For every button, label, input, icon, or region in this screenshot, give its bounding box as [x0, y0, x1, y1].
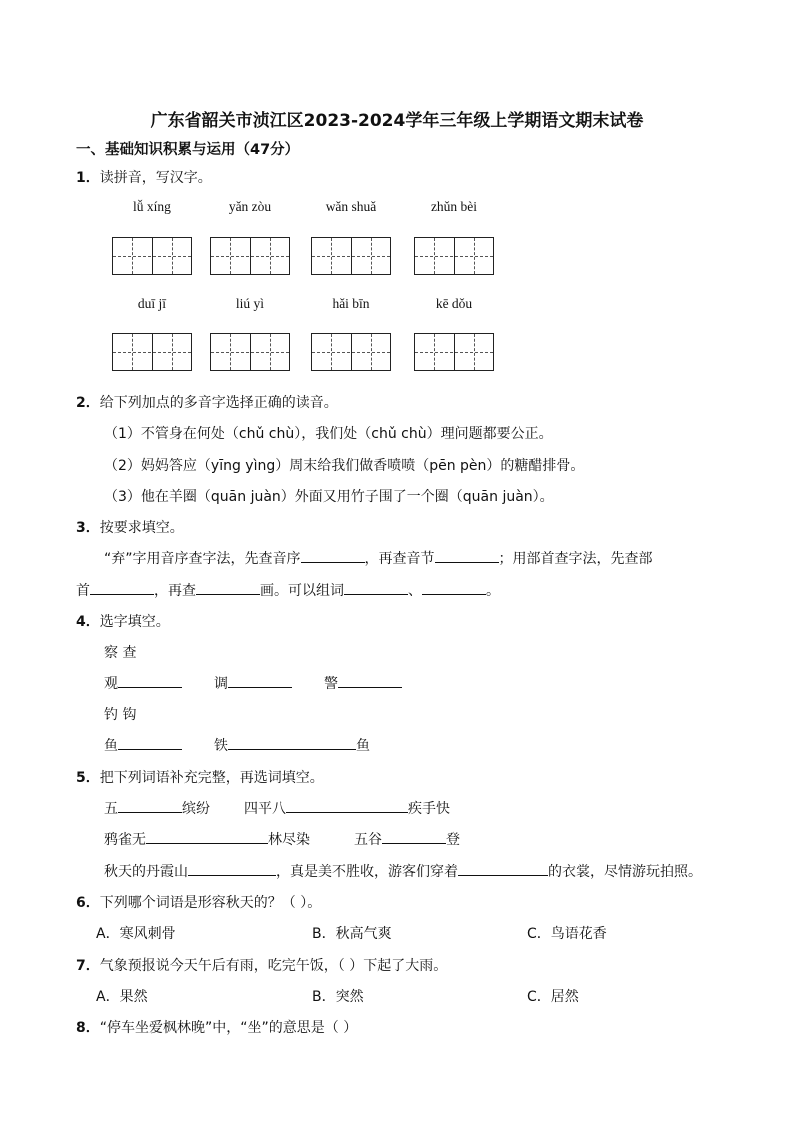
- idiom-fill: [354, 829, 460, 849]
- section-heading-basics: 一、基础知识积累与运用（47分）: [76, 142, 300, 158]
- answer-blank[interactable]: [286, 798, 408, 813]
- question-text: 把下列词语补充完整，再选词填空。: [99, 770, 324, 786]
- option-c[interactable]: C．居然: [527, 989, 579, 1005]
- text-segment: 鸦雀无: [104, 832, 146, 848]
- question-text: 给下列加点的多音字选择正确的读音。: [99, 395, 338, 411]
- text-segment: 鱼: [356, 738, 370, 754]
- text-segment: 首: [76, 583, 90, 599]
- pinyin-label: duī jī: [137, 296, 167, 311]
- answer-blank[interactable]: [435, 548, 499, 563]
- fill-word: [214, 673, 292, 693]
- answer-blank[interactable]: [422, 580, 486, 595]
- question-number: 7．: [76, 958, 100, 974]
- question-text: 按要求填空。: [99, 520, 184, 536]
- answer-blank[interactable]: [118, 798, 182, 813]
- question-text: “停车坐爱枫林晚”中，“坐”的意思是（ ）: [99, 1020, 358, 1036]
- text-segment: 缤纷: [182, 801, 210, 817]
- page-title: 广东省韶关市浈江区2023-2024学年三年级上学期语文期末试卷: [150, 111, 644, 131]
- question-item: （2）妈妈答应（yīng yìng）周末给我们做香喷喷（pēn pèn）的糖醋排骨。: [104, 458, 585, 474]
- question-1: [76, 167, 212, 187]
- question-3: [76, 517, 184, 537]
- text-segment: 五谷: [354, 832, 382, 848]
- writing-grid-box[interactable]: [414, 237, 494, 275]
- question-text: 选字填空。: [99, 614, 170, 630]
- idiom-fill: [104, 798, 210, 818]
- pinyin-label: zhǔn bèi: [430, 199, 478, 214]
- answer-blank[interactable]: [146, 829, 268, 844]
- question-item: （1）不管身在何处（chǔ chù），我们处（chǔ chù）理问题都要公正。: [104, 426, 553, 442]
- text-segment: 调: [214, 676, 228, 692]
- writing-grid-box[interactable]: [112, 237, 192, 275]
- text-segment: 鱼: [104, 738, 118, 754]
- fill-word: [104, 735, 182, 755]
- text-segment: ，再查音节: [364, 551, 435, 567]
- option-a[interactable]: A．寒风刺骨: [96, 926, 176, 942]
- question-8: [76, 1017, 357, 1037]
- answer-blank[interactable]: [228, 673, 292, 688]
- question-2: [76, 392, 338, 412]
- question-3-line-1: [104, 548, 653, 568]
- writing-grid-box[interactable]: [210, 333, 290, 371]
- answer-blank[interactable]: [301, 548, 365, 563]
- question-text: 气象预报说今天午后有雨，吃完午饭，（ ）下起了大雨。: [99, 958, 448, 974]
- pinyin-label: yǎn zòu: [228, 199, 272, 214]
- answer-blank[interactable]: [458, 861, 548, 876]
- char-choices: 察 查: [104, 645, 137, 661]
- text-segment: 画。可以组词: [260, 583, 344, 599]
- text-segment: 登: [446, 832, 460, 848]
- answer-blank[interactable]: [90, 580, 154, 595]
- answer-blank[interactable]: [382, 829, 446, 844]
- text-segment: 疾手快: [408, 801, 450, 817]
- text-segment: ，真是美不胜收，游客们穿着: [276, 864, 458, 880]
- question-text: 下列哪个词语是形容秋天的？（ ）。: [99, 895, 322, 911]
- text-segment: ；用部首查字法，先查部: [498, 551, 653, 567]
- writing-grid-box[interactable]: [311, 237, 391, 275]
- idiom-fill: [104, 829, 310, 849]
- question-3-line-2: [76, 580, 500, 600]
- pinyin-label: lǚ xíng: [133, 199, 171, 214]
- text-segment: 观: [104, 676, 118, 692]
- question-number: 3．: [76, 520, 100, 536]
- fill-word: [104, 673, 182, 693]
- option-a[interactable]: A．果然: [96, 989, 148, 1005]
- answer-blank[interactable]: [118, 735, 182, 750]
- option-b[interactable]: B．秋高气爽: [312, 926, 392, 942]
- text-segment: 的衣裳，尽情游玩拍照。: [548, 864, 702, 880]
- text-segment: 、: [408, 583, 422, 599]
- writing-grid-box[interactable]: [414, 333, 494, 371]
- answer-blank[interactable]: [196, 580, 260, 595]
- text-segment: 铁: [214, 738, 228, 754]
- text-segment: 。: [486, 583, 500, 599]
- writing-grid-box[interactable]: [112, 333, 192, 371]
- text-segment: 警: [324, 676, 338, 692]
- question-text: 读拼音，写汉字。: [99, 170, 212, 186]
- pinyin-label: hǎi bīn: [332, 296, 370, 311]
- question-number: 1．: [76, 170, 100, 186]
- text-segment: “弃”字用音序查字法，先查音序: [104, 551, 301, 567]
- text-segment: ，再查: [154, 583, 196, 599]
- question-7: [76, 955, 447, 975]
- answer-blank[interactable]: [228, 735, 356, 750]
- question-number: 8．: [76, 1020, 100, 1036]
- answer-blank[interactable]: [344, 580, 408, 595]
- writing-grid-box[interactable]: [311, 333, 391, 371]
- text-segment: 四平八: [244, 801, 286, 817]
- question-6: [76, 892, 321, 912]
- option-c[interactable]: C．鸟语花香: [527, 926, 607, 942]
- question-number: 6．: [76, 895, 100, 911]
- question-number: 5．: [76, 770, 100, 786]
- answer-blank[interactable]: [118, 673, 182, 688]
- fill-word: [324, 673, 402, 693]
- question-number: 2．: [76, 395, 100, 411]
- text-segment: 秋天的丹霞山: [104, 864, 188, 880]
- char-choices: 钓 钩: [104, 707, 137, 723]
- question-number: 4．: [76, 614, 100, 630]
- sentence-fill: [104, 861, 702, 881]
- idiom-fill: [244, 798, 450, 818]
- pinyin-label: wǎn shuǎ: [325, 199, 377, 214]
- pinyin-label: liú yì: [235, 296, 265, 311]
- answer-blank[interactable]: [338, 673, 402, 688]
- text-segment: 五: [104, 801, 118, 817]
- question-5: [76, 767, 324, 787]
- option-b[interactable]: B．突然: [312, 989, 364, 1005]
- question-item: （3）他在羊圈（quān juàn）外面又用竹子围了一个圈（quān juàn）。: [104, 489, 554, 505]
- question-4: [76, 611, 170, 631]
- pinyin-label: kē dǒu: [435, 296, 473, 311]
- fill-word: [214, 735, 370, 755]
- answer-blank[interactable]: [188, 861, 276, 876]
- writing-grid-box[interactable]: [210, 237, 290, 275]
- text-segment: 林尽染: [268, 832, 310, 848]
